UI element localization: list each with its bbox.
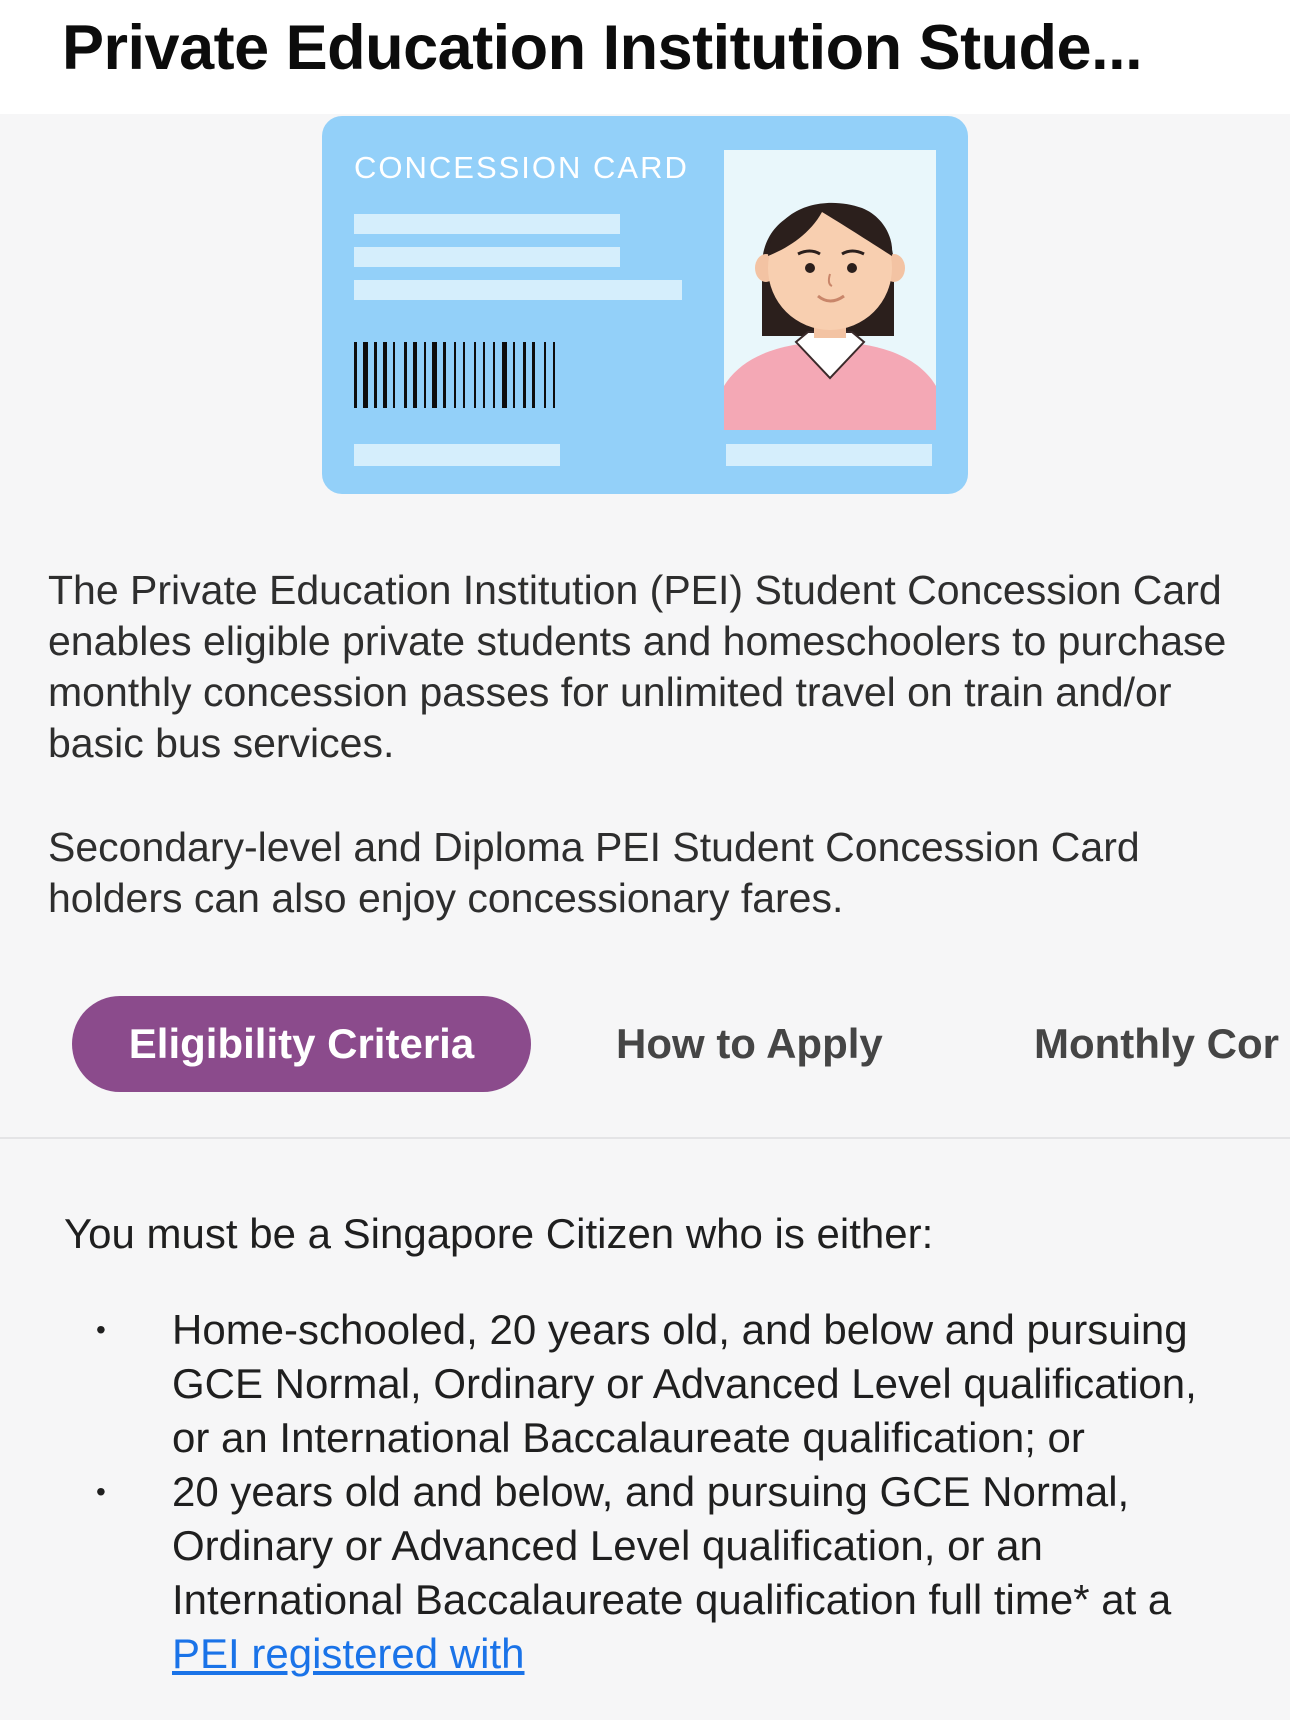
student-photo [724, 150, 936, 430]
eligibility-intro: You must be a Singapore Citizen who is either: [64, 1210, 934, 1257]
card-label: CONCESSION CARD [354, 150, 689, 185]
list-item [0, 1465, 1290, 1681]
concession-card-illustration [322, 116, 968, 494]
divider [0, 1137, 1290, 1139]
page-title: Private Education Institution Stude... [62, 13, 1143, 83]
bullet-icon: • [96, 1476, 106, 1507]
description-paragraph-2: Secondary-level and Diploma PEI Student Concession Card holders can also enjoy concessionary fares. [48, 824, 1140, 921]
pei-registered-link[interactable]: PEI registered with [172, 1630, 525, 1677]
list-item-text: Home-schooled, 20 years old, and below and pursuing GCE Normal, Ordinary or Advanced Level qualification, or an International Baccalaureate qualification; or [172, 1306, 1197, 1461]
barcode-icon [354, 342, 555, 408]
tab-monthly-concession[interactable]: Monthly Cor [1034, 1020, 1279, 1067]
bullet-icon: • [96, 1314, 106, 1345]
list-item [0, 1303, 1290, 1465]
tab-how-to-apply[interactable]: How to Apply [616, 1020, 883, 1067]
tab-bar [0, 996, 1290, 1138]
tab-eligibility-criteria[interactable]: Eligibility Criteria [72, 996, 531, 1092]
description-paragraph-1: The Private Education Institution (PEI) Student Concession Card enables eligible private students and homeschoolers to purchase monthly concession passes for unlimited travel on train and/or basic bus services. [48, 567, 1227, 766]
list-item-text: 20 years old and below, and pursuing GCE Normal, Ordinary or Advanced Level qualification, or an International Baccalaureate qualification full time* at a [172, 1468, 1172, 1623]
top-bar [0, 0, 1290, 114]
eligibility-list [0, 1303, 1290, 1681]
